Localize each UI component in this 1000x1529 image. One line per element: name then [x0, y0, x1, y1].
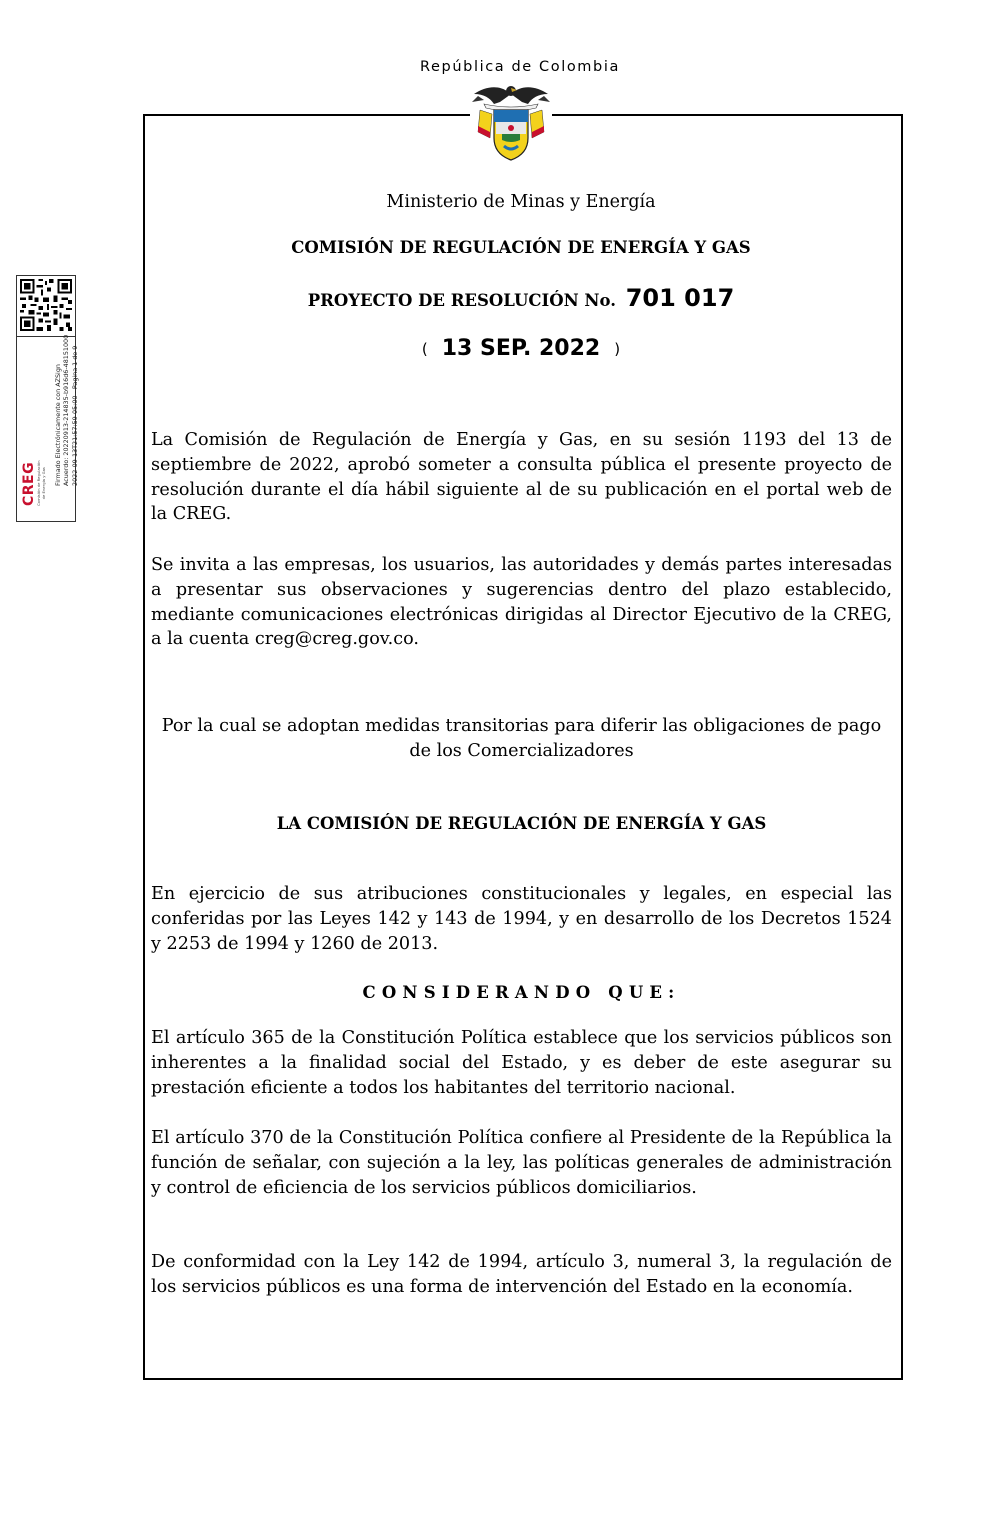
- issuer-heading: LA COMISIÓN DE REGULACIÓN DE ENERGÍA Y GAS: [276, 814, 767, 833]
- electronic-signature-stamp: [16, 275, 79, 522]
- commission-title: COMISIÓN DE REGULACIÓN DE ENERGÍA Y GAS: [291, 238, 751, 257]
- date-value: 13 SEP. 2022: [441, 336, 601, 361]
- intro-paragraph-2: Se invita a las empresas, los usuarios, las autoridades y demás partes interesadas a presentar sus observaciones y sugerencias dentro del plazo establecido, mediante comunicaciones electrónicas dirigidas al Director Ejecutivo de la CREG, a la cuenta creg@creg.gov.co.: [151, 555, 892, 650]
- considering-paragraph-2: El artículo 370 de la Constitución Política confiere al Presidente de la República la función de señalar, con sujeción a la ley, las políticas generales de administración y control de eficiencia de los servicios públicos domiciliarios.: [151, 1128, 892, 1198]
- considering-paragraph-1: El artículo 365 de la Constitución Política establece que los servicios públicos son inherentes a la finalidad social del Estado, y es deber de este asegurar su prestación eficiente a todos los habitantes del territorio nacional.: [151, 1028, 892, 1098]
- resolution-number: 701 017: [625, 284, 735, 312]
- considering-heading: CONSIDERANDO QUE:: [362, 983, 681, 1002]
- resolution-date: [148, 336, 894, 361]
- creg-org-name: [37, 460, 46, 506]
- resolution-label: PROYECTO DE RESOLUCIÓN No.: [307, 291, 616, 310]
- qr-code-icon[interactable]: [20, 279, 72, 331]
- republic-header: República de Colombia: [420, 59, 620, 75]
- signature-details: [54, 335, 79, 486]
- signature-line-2: Acuerdo: 20220913-214835-b916d6-48151000: [62, 334, 71, 486]
- intro-paragraph-1: La Comisión de Regulación de Energía y Gas, en su sesión 1193 del 13 de septiembre de 2022, aprobó someter a consulta pública el presente proyecto de resolución durante el día hábil siguiente al de su publicación en el portal web de la CREG.: [151, 430, 892, 525]
- signature-line-3: 2022-09-13T21:57:59-05:00 - Pagina 1 de 9: [70, 345, 79, 486]
- coat-of-arms-icon: [470, 80, 552, 164]
- org-line-2: de Energía y Gas: [40, 467, 46, 500]
- org-line-1: Comisión de Regulación: [36, 460, 41, 506]
- date-close-paren: ): [614, 340, 621, 358]
- date-open-paren: (: [421, 340, 428, 358]
- creg-logo: CREG: [21, 461, 37, 506]
- resolution-title: [148, 284, 894, 312]
- powers-paragraph: En ejercicio de sus atribuciones constitucionales y legales, en especial las conferidas por las Leyes 142 y 143 de 1994, y en desarrollo de los Decretos 1524 y 2253 de 1994 y 1260 de 2013.: [151, 884, 892, 954]
- considering-paragraph-3: De conformidad con la Ley 142 de 1994, artículo 3, numeral 3, la regulación de los servicios públicos es una forma de intervención del Estado en la economía.: [151, 1252, 892, 1297]
- signature-line-1: Firmado Electrónicamente con AZSign: [54, 364, 62, 486]
- ministry-name: Ministerio de Minas y Energía: [386, 192, 656, 212]
- purpose-paragraph: Por la cual se adoptan medidas transitorias para diferir las obligaciones de pago de los Comercializadores: [161, 716, 882, 761]
